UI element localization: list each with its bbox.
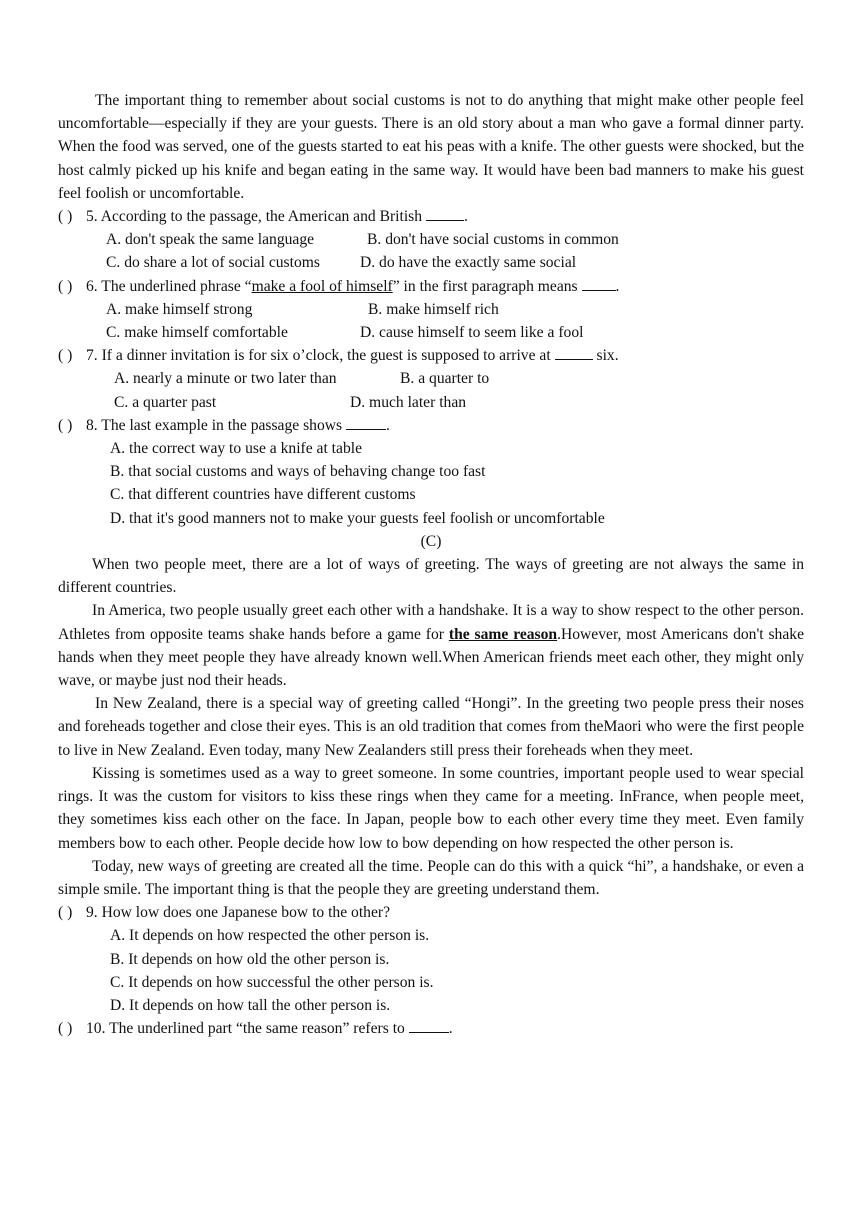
options-row: [58, 367, 804, 390]
section-heading: (C): [420, 532, 442, 550]
option-b: B. It depends on how old the other person is.: [110, 950, 390, 968]
options-row: [58, 298, 804, 321]
option-d: D. do have the exactly same social: [360, 254, 577, 272]
option-a: A. It depends on how respected the other person is.: [110, 927, 430, 945]
options-row: [58, 321, 804, 344]
worksheet-page: [58, 89, 804, 1040]
option-b: B. a quarter to: [400, 370, 490, 388]
underlined-phrase: make a fool of himself: [251, 277, 393, 295]
passage-c-paragraph-1: When two people meet, there are a lot of ways of greeting. The ways of greeting are not always the same in different countries.: [58, 556, 804, 597]
option-d: D. that it's good manners not to make your guests feel foolish or uncomfortable: [110, 509, 605, 527]
option-a: A. nearly a minute or two later than: [114, 370, 337, 388]
answer-blank: [346, 415, 386, 430]
option-d: D. cause himself to seem like a fool: [360, 324, 584, 342]
question-9: ( ) 9. How low does one Japanese bow to the other?: [58, 901, 804, 924]
question-6: ( ) 6. The underlined phrase “make a fool of himself” in the first paragraph means .: [58, 275, 804, 298]
options-row: [58, 251, 804, 274]
answer-bracket[interactable]: ( ): [58, 208, 73, 226]
passage-b-paragraph: The important thing to remember about social customs is not to do anything that might make other people feel uncomfortable—especially if they are your guests. There is an old story about a man who gave a formal dinner party. When the food was served, one of the guests started to eat his peas with a knife. The other guests were shocked, but the host calmly picked up his knife and began eating in the same way. It would have been bad manners to make his guest feel foolish or uncomfortable.: [58, 92, 804, 202]
option-d: D. It depends on how tall the other person is.: [110, 996, 391, 1014]
answer-blank: [582, 276, 616, 291]
option-c: C. that different countries have different customs: [110, 486, 416, 504]
answer-blank: [409, 1018, 449, 1033]
passage-c-paragraph-2: In America, two people usually greet each other with a handshake. It is a way to show respect to the other person. Athletes from opposite teams shake hands before a game for the same reason.However, most Americans don't shake hands when they meet people they have already known well.When American friends meet each other, they might only wave, or maybe just nod their heads.: [58, 602, 804, 690]
question-5: ( ) 5. According to the passage, the American and British .: [58, 205, 804, 228]
options-row: [58, 391, 804, 414]
underlined-phrase: the same reason: [448, 625, 558, 643]
answer-bracket[interactable]: ( ): [58, 347, 73, 365]
question-stem: 5. According to the passage, the American and British: [86, 208, 423, 226]
option-d: D. much later than: [350, 393, 467, 411]
option-b: B. that social customs and ways of behaving change too fast: [110, 463, 486, 481]
answer-blank: [426, 206, 464, 221]
option-c: C. It depends on how successful the other person is.: [110, 973, 434, 991]
answer-blank: [555, 345, 593, 360]
answer-bracket[interactable]: ( ): [58, 277, 73, 295]
option-b: B. don't have social customs in common: [367, 231, 619, 249]
option-b: B. make himself rich: [368, 300, 499, 318]
option-c: C. make himself comfortable: [106, 324, 288, 342]
question-10: ( ) 10. The underlined part “the same reason” refers to .: [58, 1017, 804, 1040]
options-row: [58, 228, 804, 251]
option-a: A. the correct way to use a knife at table: [110, 440, 362, 458]
option-c: C. do share a lot of social customs: [106, 254, 320, 272]
answer-bracket[interactable]: ( ): [58, 1020, 73, 1038]
option-a: A. don't speak the same language: [106, 231, 315, 249]
answer-bracket[interactable]: ( ): [58, 904, 73, 922]
option-a: A. make himself strong: [106, 300, 253, 318]
option-c: C. a quarter past: [114, 393, 217, 411]
passage-c-paragraph-5: Today, new ways of greeting are created all the time. People can do this with a quick “hi”, a handshake, or even a simple smile. The important thing is that the people they are greeting understand them.: [58, 857, 804, 898]
question-8: ( ) 8. The last example in the passage shows .: [58, 414, 804, 437]
passage-c-paragraph-3: In New Zealand, there is a special way of greeting called “Hongi”. In the greeting two people press their noses and foreheads together and close their eyes. This is an old tradition that comes from theMaori who were the first people to live in New Zealand. Even today, many New Zealanders still press their foreheads when they meet.: [58, 695, 804, 759]
answer-bracket[interactable]: ( ): [58, 416, 73, 434]
question-7: ( ) 7. If a dinner invitation is for six o’clock, the guest is supposed to arrive at six.: [58, 344, 804, 367]
passage-c-paragraph-4: Kissing is sometimes used as a way to greet someone. In some countries, important people used to wear special rings. It was the custom for visitors to kiss these rings when they came for a meeting. InFrance, when people meet, they sometimes kiss each other on the face. In Japan, people bow to each other every time they meet. Even family members bow to each other. People decide how low to bow depending on how respected the other person is.: [58, 764, 804, 852]
